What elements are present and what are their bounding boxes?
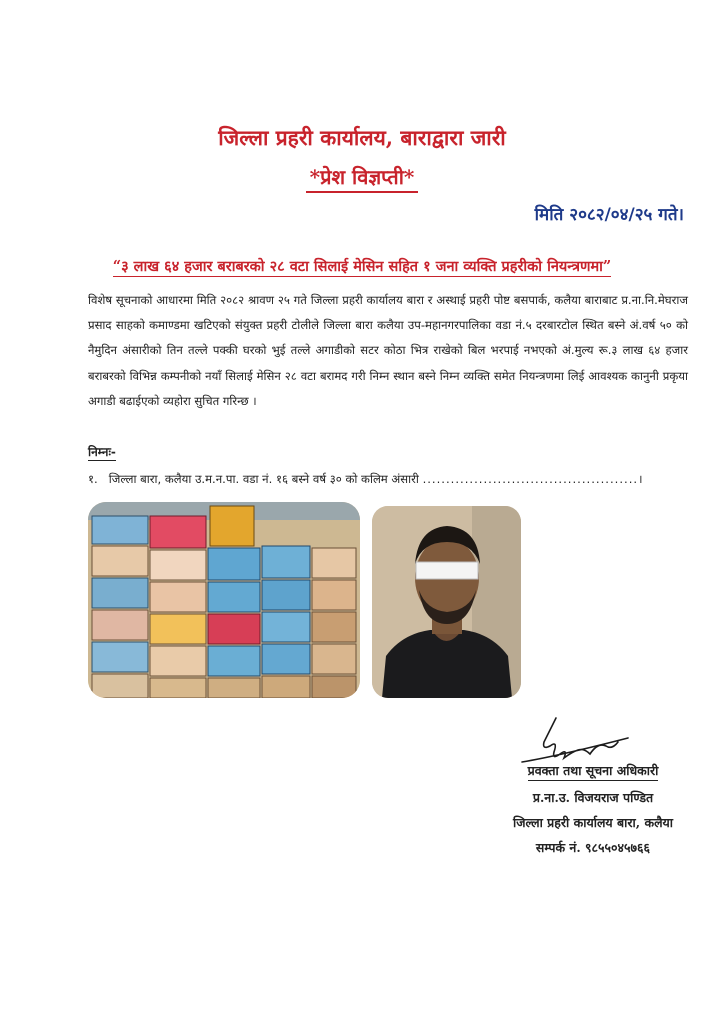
list-item (88, 472, 678, 487)
boxes-illustration (88, 502, 360, 698)
list-item-number: १. (88, 472, 98, 486)
date-line: मिति २०८२/०४/२५ गते। (534, 205, 684, 225)
subtitle-text: *प्रेश विज्ञप्ती* (306, 165, 419, 193)
headline (0, 256, 724, 276)
spokesperson-title: प्रवक्ता तथा सूचना अधिकारी (528, 762, 659, 781)
signature-scribble (498, 712, 638, 768)
person-illustration (372, 506, 521, 698)
list-label: निम्नः- (88, 445, 116, 459)
headline-text: “३ लाख ६४ हजार बराबरको २८ वटा सिलाई मेसिन सहित १ जना व्यक्ति प्रहरीको नियन्त्रणमा” (112, 258, 612, 275)
signature-block (488, 762, 698, 864)
seized-boxes-photo (88, 502, 360, 698)
list-item-text: जिल्ला बारा, कलैया उ.म.न.पा. वडा नं. १६ बस्ने वर्ष ३० को कलिम अंसारी (108, 472, 419, 486)
arrested-person-photo (372, 506, 521, 698)
officer-name: प्र.ना.उ. विजयराज पण्डित (532, 790, 654, 805)
page-title: जिल्ला प्रहरी कार्यालय, बाराद्वारा जारी (218, 125, 506, 150)
office-name: जिल्ला प्रहरी कार्यालय बारा, कलैया (512, 815, 674, 830)
body-paragraph: विशेष सूचनाको आधारमा मिति २०८२ श्रावण २५ गते जिल्ला प्रहरी कार्यालय बारा र अस्थाई प्रहरी पोष्ट बसपार्क, कलैया बाराबाट प्र.ना.नि.मेघराज प्रसाद साहको कमाण्डमा खटिएको संयुक्त प्रहरी टोलीले जिल्ला बारा कलैया उप-महानगरपालिका वडा नं.५ दरबारटोल स्थित बस्ने अं.वर्ष ५० को नैमुदिन अंसारीको तिन तल्ले पक्की घरको भुई तल्ले अगाडीको सटर कोठा भित्र राखेको बिल भरपाई नभएको अं.मुल्य रू.३ लाख ६४ हजार बराबरको विभिन्न कम्पनीको नयाँ सिलाई मेसिन २८ वटा बरामद गरी निम्न स्थान बस्ने निम्न व्यक्ति समेत नियन्त्रणमा लिई आवश्यक कानुनी प्रकृया अगाडी बढाईएको व्यहोरा सुचित गरिन्छ । (88, 293, 688, 408)
contact-number: सम्पर्क नं. ९८५५०४५७६६ (535, 840, 651, 855)
list-item-dots: ..............................................। (422, 472, 644, 486)
page-subtitle (0, 163, 724, 190)
